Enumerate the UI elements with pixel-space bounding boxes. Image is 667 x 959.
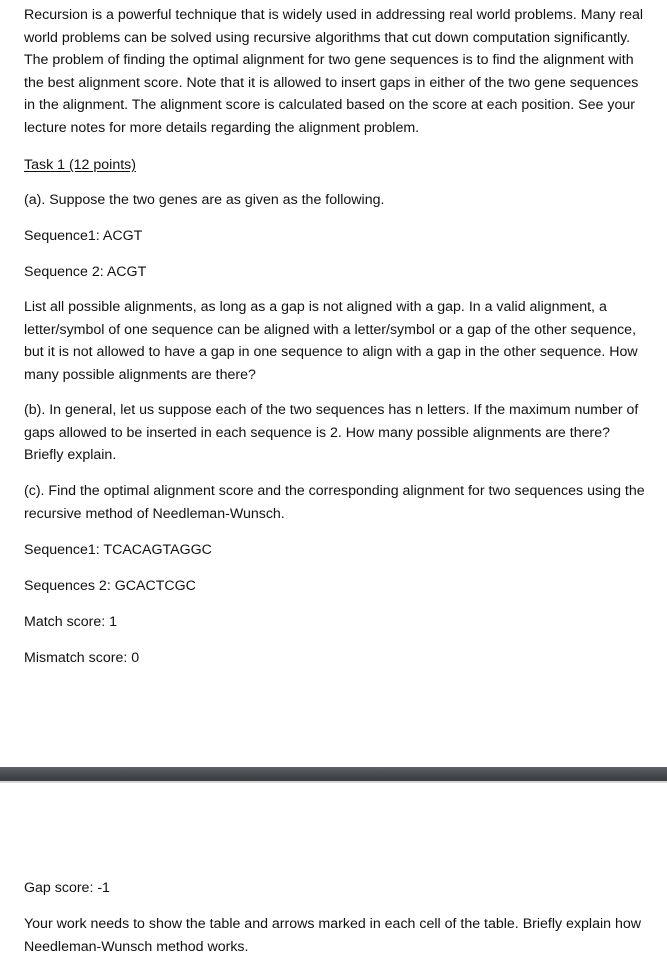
page-divider (0, 767, 667, 781)
task-heading: Task 1 (12 points) (24, 157, 136, 173)
intro-paragraph (24, 4, 649, 139)
part-c-instructions: Your work needs to show the table and arrows marked in each cell of the table. Briefly explain how Needleman-Wunsch method works. (24, 916, 641, 955)
part-a-question: List all possible alignments, as long as a gap is not aligned with a gap. In a valid alignment, a letter/symbol of one sequence can be aligned with a letter/symbol or a gap of the other sequence, but it is not allowed to have a gap in one sequence to align with a gap in the other sequence. How many possible alignments are there? (24, 299, 638, 383)
gap-score: Gap score: -1 (24, 880, 110, 896)
part-c-prompt: (c). Find the optimal alignment score and the corresponding alignment for two sequences using the recursive method of Needleman-Wunsch. (24, 483, 645, 522)
intro-text: Recursion is a powerful technique that is widely used in addressing real world problems. Many real world problems can be solved using recursive algorithms that cut down computation significantly. The problem of finding the optimal alignment for two gene sequences is to find the alignment with the best alignment score. Note that it is allowed to insert gaps in either of the two gene sequences in the alignment. The alignment score is calculated based on the score at each position. See your lecture notes for more details regarding the alignment problem. (24, 7, 644, 136)
page-divider-shadow (0, 781, 667, 783)
part-b-question: (b). In general, let us suppose each of the two sequences has n letters. If the maximum number of gaps allowed to be inserted in each sequence is 2. How many possible alignments are there? Briefly explain. (24, 402, 639, 463)
part-a-sequence-1: Sequence1: ACGT (24, 228, 143, 244)
mismatch-score: Mismatch score: 0 (24, 650, 140, 666)
part-c-sequence-2: Sequences 2: GCACTCGC (24, 578, 196, 594)
part-a-prompt: (a). Suppose the two genes are as given as the following. (24, 192, 385, 208)
part-a-sequence-2: Sequence 2: ACGT (24, 264, 147, 280)
match-score: Match score: 1 (24, 614, 118, 630)
part-c-sequence-1: Sequence1: TCACAGTAGGC (24, 542, 212, 558)
